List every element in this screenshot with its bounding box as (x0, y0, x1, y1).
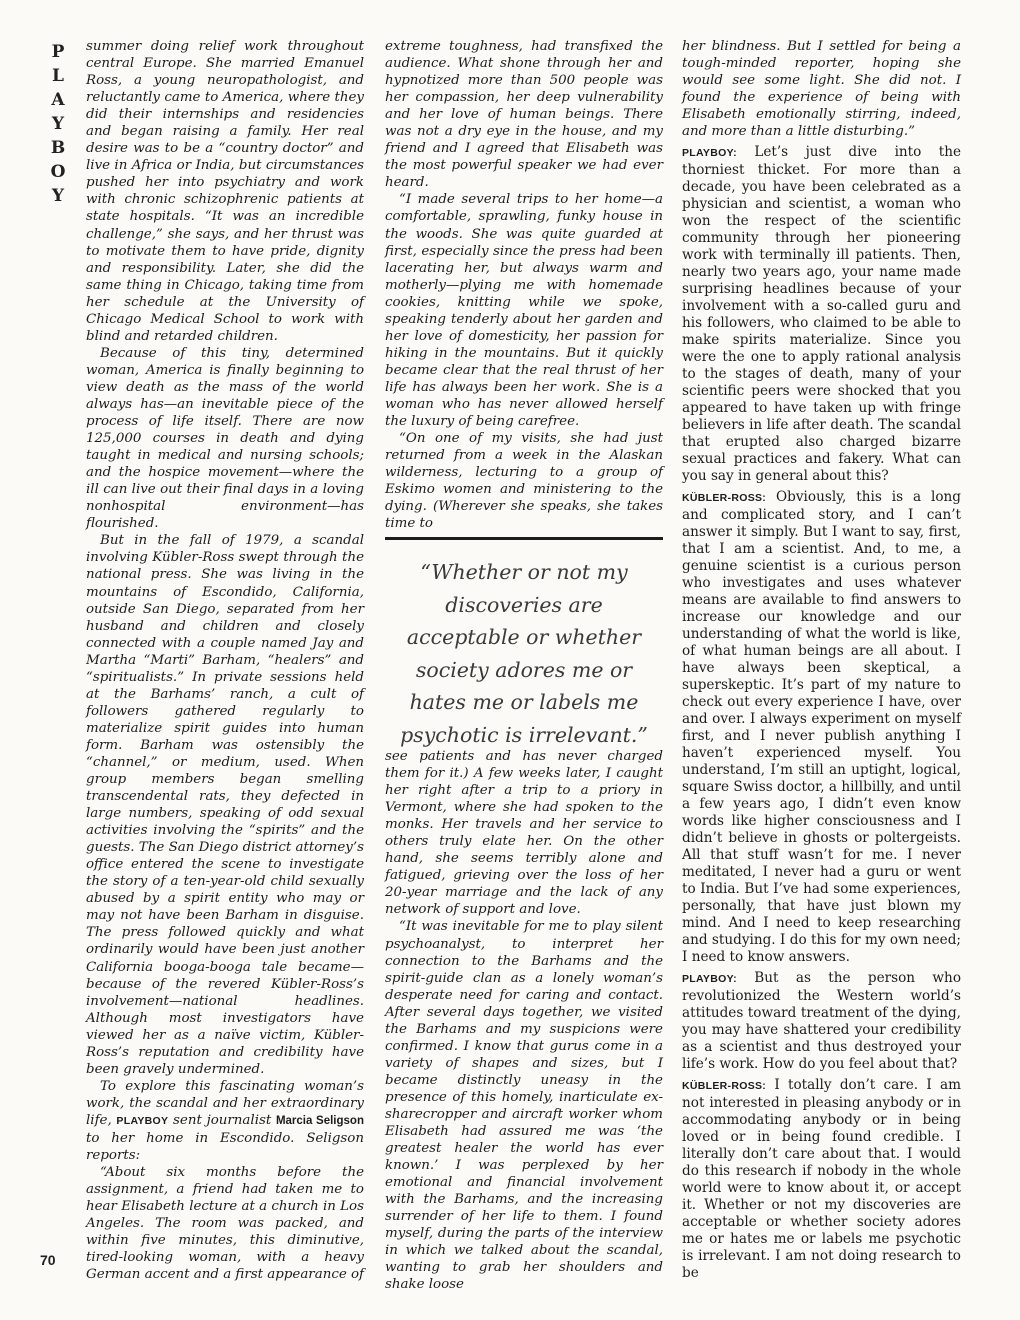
paragraph: Because of this tiny, determined woman, America is finally beginning to view death as the mass of the world always has—an inevitable piece of the process of life itself. There are now 125,000 courses in death and dying taught in medical and nursing schools; and the hospice movement—where the ill can live out their final days in a loving nonhospital environment—has flourished. (86, 345, 364, 532)
text-run: But as the person who revolutionized the Western world’s attitudes toward treatment of the dying, you may have shattered your credibility as a scientist and thus destroyed your life’s work. How do you feel about that? (682, 970, 961, 1073)
paragraph: “It was inevitable for me to play silent psychoanalyst, to interpret her connection to the Barhams and the spirit-guide clan as a lonely woman’s desperate need for caring and contact. After several days together, we visited the Barhams and my suspicions were confirmed. I know that gurus come in a variety of shapes and sizes, but I became distinctly uneasy in the presence of this homely, inarticulate ex-sharecropper and aircraft worker whom Elisabeth had assured me was ‘the greatest healer the world has ever known.’ I was perplexed by her emotional and financial involvement with the Barhams, and the increasing surrender of her life to them. I found myself, during the parts of the interview in which we talked about the scandal, wanting to grab her shoulders and shake loose (385, 919, 663, 1293)
speaker-label: PLAYBOY: (682, 147, 737, 160)
paragraph: But in the fall of 1979, a scandal involving Kübler-Ross swept through the national press. She was living in the mountains of Escondido, California, outside San Diego, separated from her husband and children and closely connected with a couple named Jay and Martha “Marti” Barham, “healers” and “spiritualists.” In private sessions held at the Barhams’ ranch, a cult of followers gathered regularly to materialize spirit guides into human form. Barham was ostensibly the “channel,” or medium, used. When group members began smelling transcendental rats, they defected in large numbers, speaking of odd sexual activities involving the “spirits” and the guests. The San Diego district attorney’s office entered the scene to investigate the story of a ten-year-old child sexually abused by a spirit entity who may or may not have been Barham in disguise. The press followed quickly and what ordinarily would have been just another California booga-booga tale became—because of the revered Kübler-Ross’s involvement—national headlines. Although most investigators have viewed her as a naïve victim, Kübler-Ross’s reputation and credibility have been gravely undermined. (86, 533, 364, 1077)
interview-question (682, 970, 961, 1073)
magazine-running-head: PLAYBOY (50, 42, 66, 206)
text-column-2-upper (385, 38, 663, 532)
text-run: I totally don’t care. I am not interested in pleasing anybody or in accommodating anybody or in being loved or in being found credible. I literally don’t care about that. I would do this research if nobody in the whole world were to know about it, or accept it. Whether or not my discoveries are acceptable or whether society adores me or hates me or labels me psychotic is irrelevant. I am not doing research to be (682, 1077, 961, 1282)
text-run: sent journalist (168, 1112, 276, 1128)
text-column-1 (86, 38, 364, 1283)
paragraph: “On one of my visits, she had just returned from a week in the Alaskan wilderness, lecturing to a group of Eskimo women and ministering to the dying. (Wherever she speaks, she takes time to (385, 431, 663, 532)
text-run: Let’s just dive into the thorniest thicket. For more than a decade, you have been celebrated as a physician and scientist, a woman who won the respect of the scientific community through her pioneering work with terminally ill patients. Then, nearly two years ago, your name made surprising headlines because of your involvement with a so-called guru and his followers, who claimed to be able to make spirits materialize. Since you were the one to apply rational analysis to the stages of death, many of your scientific peers were shocked that you appeared to have taken up with fringe believers in life after death. The scandal that erupted also charged bizarre sexual practices and fakery. What can you say in general about this? (682, 144, 961, 485)
text-column-2-lower (385, 748, 663, 1294)
journalist-name: Marcia Seligson (275, 1114, 364, 1127)
text-run: to her home in Escondido. Seligson reports: (86, 1131, 364, 1164)
paragraph: “About six months before the assignment, a friend had taken me to hear Elisabeth lecture at a church in Los Angeles. The room was packed, and within five minutes, this diminutive, tired-looking woman, with a heavy German accent and a first appearance of (86, 1165, 365, 1283)
text-run: Obviously, this is a long and complicated story, and I can’t answer it simply. But I want to say, first, that I am a scientist. And, to me, a genuine scientist is a curious person who investigates and uses whatever means are available to find answers to increase our knowledge and our understanding of what the world is like, of what human beings are all about. I have always been skeptical, a superskeptic. It’s part of my nature to check out every experience I have, over and over. I always experiment on myself first, and I never publish anything I haven’t experienced myself. You understand, I’m still an uptight, logical, square Swiss doctor, a hillbilly, and until a few years ago, I didn’t even know words like higher consciousness and I didn’t believe in ghosts or poltergeists. All that stuff wasn’t for me. I never meditated, I never had a guru or went to India. But I’ve had some experiences, personally, that have just blown my mind. And I need to keep researching and studying. I do this for my own need; I need to know answers. (682, 489, 961, 966)
paragraph (86, 1078, 364, 1164)
paragraph: “I made several trips to her home—a comfortable, sprawling, funky house in the woods. She was quite guarded at first, especially since the press had been lacerating her, but always warm and motherly—plying me with homemade cookies, knitting while we spoke, speaking tenderly about her garden and her love of domesticity, her passion for hiking in the mountains. But it quickly became clear that the real thrust of her life has always been her work. She is a woman who has never allowed herself the luxury of being carefree. (385, 192, 663, 430)
paragraph: see patients and has never charged them for it.) A few weeks later, I caught her right after a trip to a priory in Vermont, where she had spoken to the monks. Her travels and her service to others truly elate her. On the other hand, she seems terribly alone and fatigued, grieving over the loss of her 20-year marriage and the lack of any network of support and love. (385, 749, 663, 918)
paragraph: summer doing relief work throughout central Europe. She married Emanuel Ross, a young neuropathologist, and reluctantly came to America, where they did their internships and residencies and began raising a family. Her real desire was to be a “country doctor” and live in Africa or India, but circumstances pushed her into psychiatry and work with chronic schizophrenic patients at state hospitals. “It was an incredible challenge,” she says, and her thrust was to motivate them to have pride, dignity and responsibility. Later, she did the same thing in Chicago, taking time from her schedule at the University of Chicago Medical School to work with blind and retarded children. (86, 39, 364, 344)
interview-answer (682, 1077, 961, 1282)
text-column-3 (682, 38, 961, 1282)
text-run: To explore this fascinating woman’s work, the scandal and her extraordinary life, (86, 1078, 364, 1128)
speaker-label: KÜBLER-ROSS: (682, 1080, 767, 1093)
magazine-name-smallcaps: PLAYBOY (116, 1114, 169, 1127)
paragraph: her blindness. But I settled for being a tough-minded reporter, hoping she would see some light. She did not. I found the experience of being with Elisabeth emotionally stirring, indeed, and more than a little disturbing.” (682, 39, 961, 140)
interview-answer (682, 489, 961, 966)
speaker-label: PLAYBOY: (682, 973, 737, 986)
pull-quote: “Whether or not my discoveries are acceptable or whether society adores me or hates me or labels me psychotic is irrelevant.” (385, 537, 663, 735)
interview-question (682, 144, 961, 485)
page-number: 70 (40, 1252, 56, 1268)
paragraph: extreme toughness, had transfixed the audience. What shone through her and hypnotized more than 500 people was her compassion, her deep vulnerability and her love of human beings. There was not a dry eye in the house, and my friend and I agreed that Elisabeth was the most powerful speaker we had ever heard. (385, 39, 663, 191)
speaker-label: KÜBLER-ROSS: (682, 492, 767, 505)
